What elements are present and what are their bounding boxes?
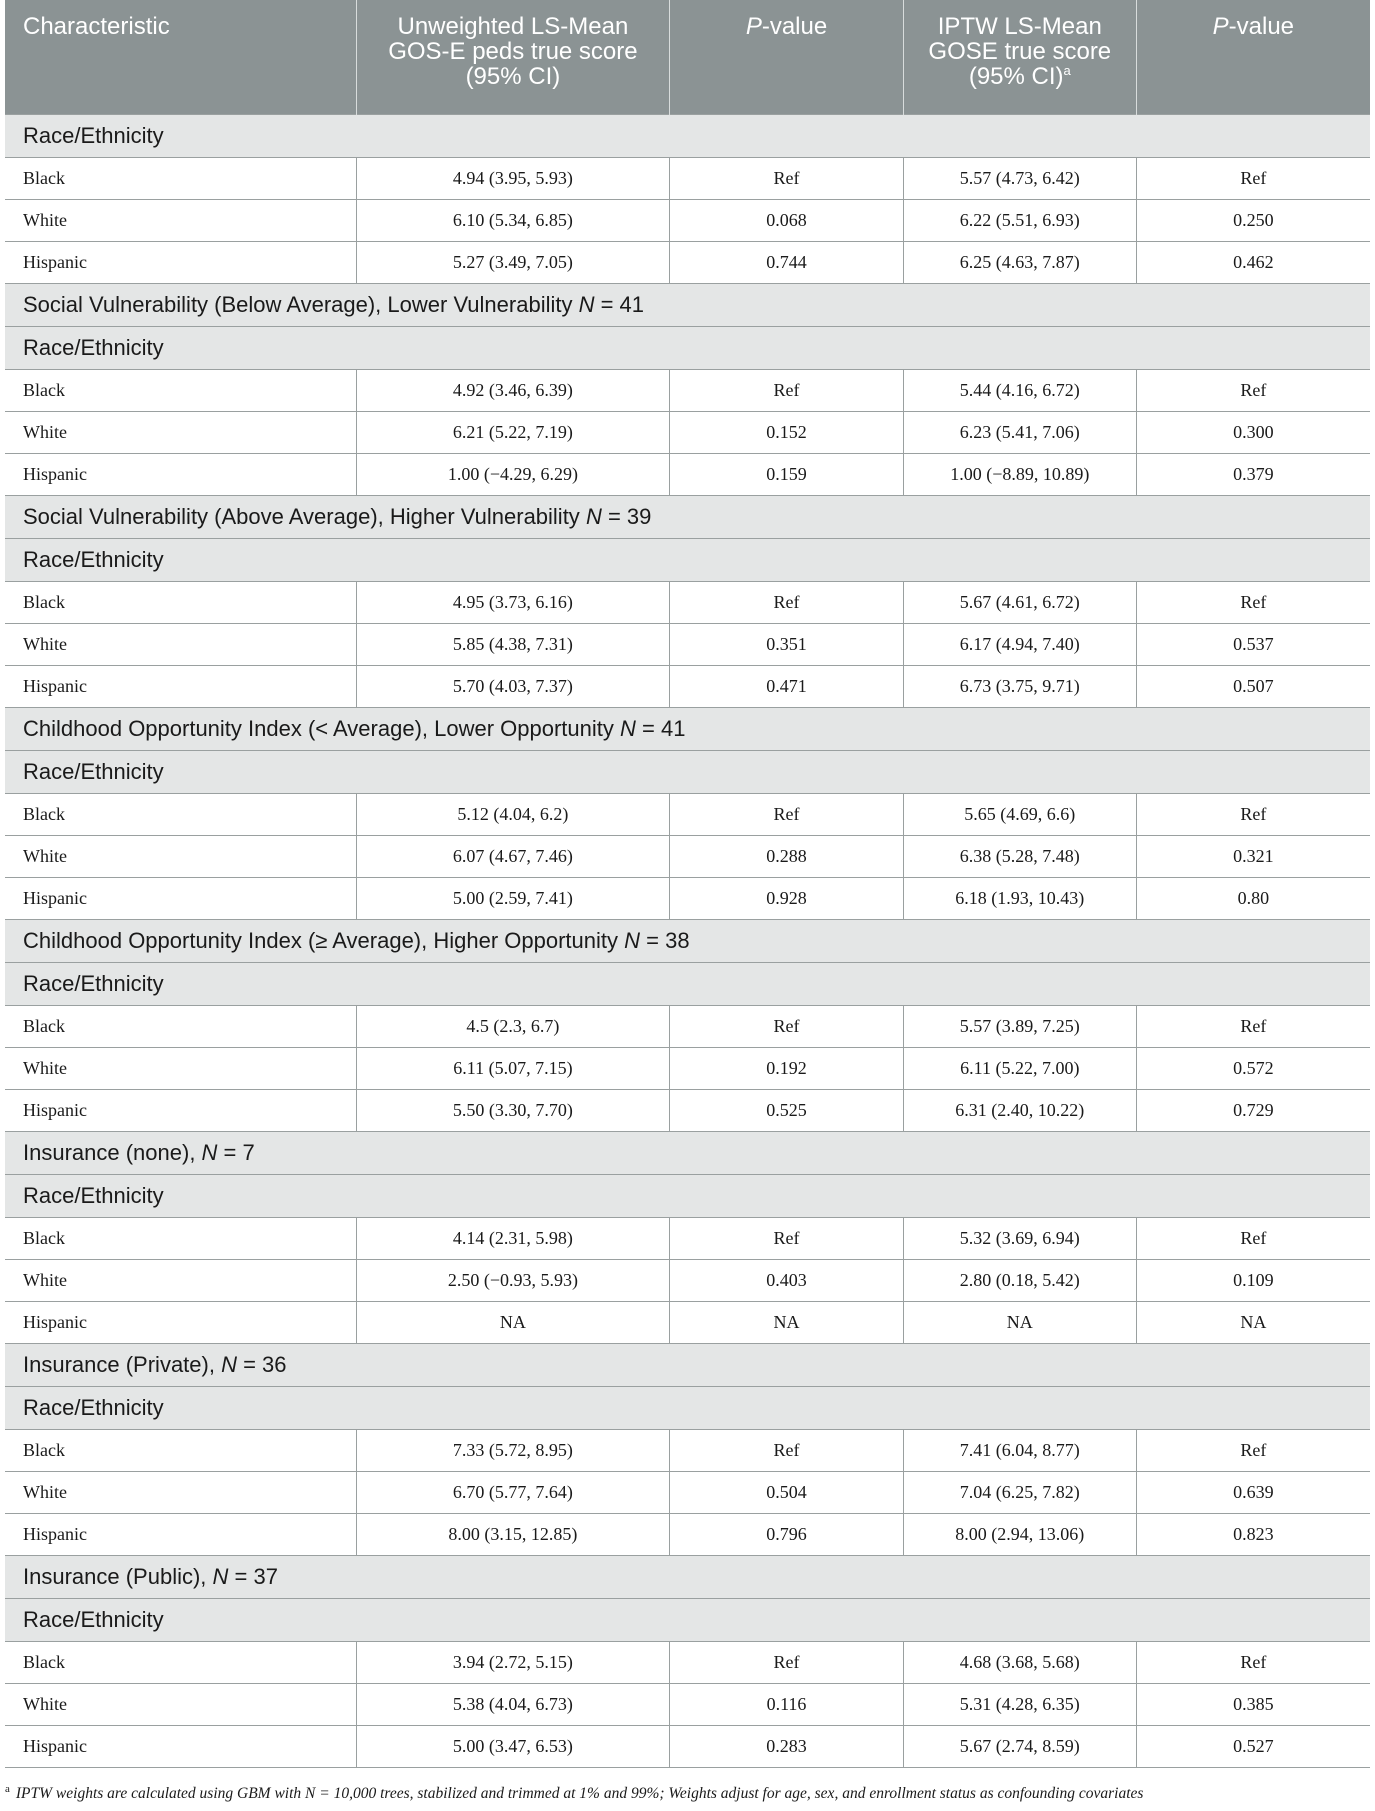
section-row	[5, 1599, 1370, 1642]
cell-p-value-unweighted: 0.152	[670, 412, 904, 454]
cell-unweighted-mean: 4.92 (3.46, 6.39)	[356, 370, 669, 412]
header-unweighted-line1: Unweighted LS-Mean	[397, 13, 629, 40]
cell-unweighted-mean: 2.50 (−0.93, 5.93)	[356, 1260, 669, 1302]
table-row	[5, 624, 1370, 666]
cell-unweighted-mean: 5.00 (2.59, 7.41)	[356, 878, 669, 920]
section-label-text: Insurance (Public),	[23, 1564, 213, 1589]
section-label-text: Race/Ethnicity	[23, 971, 164, 996]
cell-unweighted-mean: 6.07 (4.67, 7.46)	[356, 836, 669, 878]
cell-group: White	[5, 412, 356, 454]
cell-p-value-iptw: Ref	[1136, 158, 1370, 200]
cell-unweighted-mean: 6.21 (5.22, 7.19)	[356, 412, 669, 454]
header-iptw-line3: (95% CI)	[968, 63, 1064, 90]
cell-unweighted-mean: 7.33 (5.72, 8.95)	[356, 1430, 669, 1472]
section-label-text: Insurance (none),	[23, 1140, 202, 1165]
cell-p-value-iptw: Ref	[1136, 1430, 1370, 1472]
table-row	[5, 1726, 1370, 1768]
cell-p-value-unweighted: Ref	[670, 1006, 904, 1048]
table-row	[5, 582, 1370, 624]
cell-group: White	[5, 836, 356, 878]
section-row	[5, 1175, 1370, 1218]
cell-iptw-mean: 2.80 (0.18, 5.42)	[903, 1260, 1136, 1302]
cell-group: White	[5, 1472, 356, 1514]
cell-iptw-mean: 6.11 (5.22, 7.00)	[903, 1048, 1136, 1090]
section-n-symbol: N	[620, 716, 636, 741]
cell-unweighted-mean: 5.50 (3.30, 7.70)	[356, 1090, 669, 1132]
cell-iptw-mean: 6.18 (1.93, 10.43)	[903, 878, 1136, 920]
section-n-value: = 38	[640, 928, 690, 953]
cell-iptw-mean: 5.32 (3.69, 6.94)	[903, 1218, 1136, 1260]
cell-iptw-mean: 6.25 (4.63, 7.87)	[903, 242, 1136, 284]
cell-iptw-mean: 5.57 (3.89, 7.25)	[903, 1006, 1136, 1048]
cell-iptw-mean: 6.38 (5.28, 7.48)	[903, 836, 1136, 878]
header-p-rest: -value	[761, 13, 828, 40]
cell-iptw-mean: 6.73 (3.75, 9.71)	[903, 666, 1136, 708]
table-row	[5, 1218, 1370, 1260]
cell-p-value-iptw: Ref	[1136, 1006, 1370, 1048]
cell-iptw-mean: 6.22 (5.51, 6.93)	[903, 200, 1136, 242]
table-row	[5, 878, 1370, 920]
cell-group: Black	[5, 1006, 356, 1048]
cell-p-value-iptw: 0.321	[1136, 836, 1370, 878]
cell-p-value-iptw: 0.385	[1136, 1684, 1370, 1726]
section-row	[5, 327, 1370, 370]
cell-iptw-mean: 6.31 (2.40, 10.22)	[903, 1090, 1136, 1132]
cell-p-value-iptw: 0.80	[1136, 878, 1370, 920]
cell-p-value-unweighted: 0.351	[670, 624, 904, 666]
cell-p-value-unweighted: 0.403	[670, 1260, 904, 1302]
cell-p-value-unweighted: Ref	[670, 794, 904, 836]
cell-iptw-mean: 5.57 (4.73, 6.42)	[903, 158, 1136, 200]
cell-p-value-iptw: 0.729	[1136, 1090, 1370, 1132]
section-row	[5, 1132, 1370, 1175]
cell-p-value-unweighted: Ref	[670, 1642, 904, 1684]
cell-iptw-mean: NA	[903, 1302, 1136, 1344]
section-n-symbol: N	[624, 928, 641, 953]
section-n-symbol: N	[221, 1352, 237, 1377]
header-p-value-2	[1136, 0, 1370, 115]
table-row	[5, 242, 1370, 284]
cell-unweighted-mean: 5.27 (3.49, 7.05)	[356, 242, 669, 284]
cell-p-value-unweighted: 0.525	[670, 1090, 904, 1132]
cell-p-value-iptw: 0.379	[1136, 454, 1370, 496]
header-iptw-footnote-marker: a	[1063, 63, 1071, 78]
cell-iptw-mean: 5.67 (2.74, 8.59)	[903, 1726, 1136, 1768]
cell-p-value-iptw: 0.250	[1136, 200, 1370, 242]
cell-p-value-iptw: 0.109	[1136, 1260, 1370, 1302]
header-characteristic: Characteristic	[5, 0, 356, 115]
section-row	[5, 963, 1370, 1006]
cell-p-value-unweighted: 0.159	[670, 454, 904, 496]
table-header	[5, 0, 1370, 115]
cell-group: White	[5, 1260, 356, 1302]
cell-iptw-mean: 4.68 (3.68, 5.68)	[903, 1642, 1136, 1684]
cell-p-value-unweighted: Ref	[670, 370, 904, 412]
section-row	[5, 115, 1370, 158]
header-unweighted	[356, 0, 669, 115]
cell-group: White	[5, 1684, 356, 1726]
table-row	[5, 1090, 1370, 1132]
cell-p-value-iptw: 0.572	[1136, 1048, 1370, 1090]
section-label	[5, 115, 1370, 158]
section-n-value: = 41	[594, 292, 645, 317]
section-n-value: = 41	[635, 716, 686, 741]
cell-p-value-iptw: 0.527	[1136, 1726, 1370, 1768]
cell-p-value-unweighted: 0.471	[670, 666, 904, 708]
cell-unweighted-mean: 5.85 (4.38, 7.31)	[356, 624, 669, 666]
cell-p-value-unweighted: NA	[670, 1302, 904, 1344]
section-label-text: Childhood Opportunity Index (≥ Average), Higher Opportunity	[23, 928, 625, 953]
cell-iptw-mean: 1.00 (−8.89, 10.89)	[903, 454, 1136, 496]
table-row	[5, 1684, 1370, 1726]
cell-p-value-unweighted: 0.116	[670, 1684, 904, 1726]
section-row	[5, 708, 1370, 751]
cell-group: White	[5, 624, 356, 666]
section-label	[5, 1387, 1370, 1430]
section-label	[5, 284, 1370, 327]
section-label-text: Race/Ethnicity	[23, 1607, 164, 1632]
table-row	[5, 158, 1370, 200]
cell-p-value-unweighted: 0.283	[670, 1726, 904, 1768]
cell-iptw-mean: 5.67 (4.61, 6.72)	[903, 582, 1136, 624]
section-n-value: = 37	[228, 1564, 278, 1589]
cell-p-value-iptw: 0.462	[1136, 242, 1370, 284]
header-unweighted-line3: (95% CI)	[465, 63, 561, 90]
header-iptw	[903, 0, 1136, 115]
cell-unweighted-mean: 6.11 (5.07, 7.15)	[356, 1048, 669, 1090]
section-row	[5, 284, 1370, 327]
cell-p-value-unweighted: 0.744	[670, 242, 904, 284]
header-p-value-1	[670, 0, 904, 115]
cell-p-value-unweighted: 0.796	[670, 1514, 904, 1556]
header-unweighted-line2: GOS-E peds true score	[388, 38, 638, 65]
footnote-text: IPTW weights are calculated using GBM with N = 10,000 trees, stabilized and trimmed at 1% and 99%; Weights adjust for age, sex, and enrollment status as confounding covariates	[15, 1785, 1144, 1803]
section-row	[5, 1387, 1370, 1430]
cell-p-value-iptw: Ref	[1136, 1218, 1370, 1260]
cell-p-value-unweighted: 0.192	[670, 1048, 904, 1090]
cell-group: Hispanic	[5, 1726, 356, 1768]
table-row	[5, 370, 1370, 412]
cell-unweighted-mean: 4.95 (3.73, 6.16)	[356, 582, 669, 624]
header-p-letter: P	[1212, 13, 1229, 40]
section-n-symbol: N	[212, 1564, 229, 1589]
section-n-symbol: N	[585, 504, 602, 529]
section-row	[5, 539, 1370, 582]
section-label	[5, 963, 1370, 1006]
section-label	[5, 920, 1370, 963]
section-n-value: = 36	[236, 1352, 287, 1377]
cell-iptw-mean: 5.44 (4.16, 6.72)	[903, 370, 1136, 412]
cell-group: Hispanic	[5, 666, 356, 708]
cell-p-value-unweighted: 0.928	[670, 878, 904, 920]
cell-unweighted-mean: NA	[356, 1302, 669, 1344]
section-row	[5, 1556, 1370, 1599]
cell-unweighted-mean: 4.14 (2.31, 5.98)	[356, 1218, 669, 1260]
table-row	[5, 1430, 1370, 1472]
cell-group: Black	[5, 582, 356, 624]
cell-unweighted-mean: 4.94 (3.95, 5.93)	[356, 158, 669, 200]
cell-p-value-iptw: 0.639	[1136, 1472, 1370, 1514]
section-label-text: Insurance (Private),	[23, 1352, 222, 1377]
section-label	[5, 496, 1370, 539]
table-row	[5, 1260, 1370, 1302]
section-label	[5, 1132, 1370, 1175]
cell-iptw-mean: 5.31 (4.28, 6.35)	[903, 1684, 1136, 1726]
cell-group: Hispanic	[5, 1090, 356, 1132]
cell-p-value-unweighted: Ref	[670, 1430, 904, 1472]
cell-group: Hispanic	[5, 878, 356, 920]
section-row	[5, 920, 1370, 963]
section-row	[5, 1344, 1370, 1387]
table-footnote	[5, 1783, 1370, 1803]
cell-group: Hispanic	[5, 1514, 356, 1556]
cell-p-value-unweighted: Ref	[670, 582, 904, 624]
section-label	[5, 1175, 1370, 1218]
section-n-value: = 39	[601, 504, 652, 529]
section-label	[5, 539, 1370, 582]
cell-unweighted-mean: 1.00 (−4.29, 6.29)	[356, 454, 669, 496]
section-n-symbol: N	[201, 1140, 218, 1165]
table-row	[5, 412, 1370, 454]
cell-iptw-mean: 7.41 (6.04, 8.77)	[903, 1430, 1136, 1472]
section-row	[5, 496, 1370, 539]
cell-p-value-iptw: 0.823	[1136, 1514, 1370, 1556]
table-row	[5, 1642, 1370, 1684]
cell-unweighted-mean: 5.38 (4.04, 6.73)	[356, 1684, 669, 1726]
cell-group: Black	[5, 158, 356, 200]
cell-group: Black	[5, 1430, 356, 1472]
section-label-text: Race/Ethnicity	[23, 547, 164, 572]
cell-group: Hispanic	[5, 1302, 356, 1344]
table-row	[5, 836, 1370, 878]
cell-group: Hispanic	[5, 242, 356, 284]
section-label	[5, 327, 1370, 370]
cell-unweighted-mean: 5.12 (4.04, 6.2)	[356, 794, 669, 836]
section-label-text: Childhood Opportunity Index (< Average), Lower Opportunity	[23, 716, 620, 741]
cell-group: White	[5, 1048, 356, 1090]
cell-group: Hispanic	[5, 454, 356, 496]
cell-p-value-unweighted: 0.288	[670, 836, 904, 878]
table-row	[5, 1048, 1370, 1090]
cell-unweighted-mean: 6.10 (5.34, 6.85)	[356, 200, 669, 242]
table-row	[5, 794, 1370, 836]
header-p-rest: -value	[1228, 13, 1295, 40]
section-label-text: Social Vulnerability (Above Average), Higher Vulnerability	[23, 504, 586, 529]
header-iptw-line2: GOSE true score	[928, 38, 1112, 65]
table-row	[5, 1302, 1370, 1344]
cell-p-value-iptw: Ref	[1136, 1642, 1370, 1684]
cell-iptw-mean: 8.00 (2.94, 13.06)	[903, 1514, 1136, 1556]
cell-unweighted-mean: 5.00 (3.47, 6.53)	[356, 1726, 669, 1768]
section-label-text: Social Vulnerability (Below Average), Lower Vulnerability	[23, 292, 579, 317]
cell-iptw-mean: 5.65 (4.69, 6.6)	[903, 794, 1136, 836]
cell-unweighted-mean: 8.00 (3.15, 12.85)	[356, 1514, 669, 1556]
table-row	[5, 454, 1370, 496]
cell-p-value-iptw: 0.537	[1136, 624, 1370, 666]
section-label	[5, 1556, 1370, 1599]
section-label	[5, 1599, 1370, 1642]
cell-p-value-unweighted: 0.068	[670, 200, 904, 242]
section-label-text: Race/Ethnicity	[23, 1395, 164, 1420]
cell-p-value-unweighted: Ref	[670, 158, 904, 200]
section-label-text: Race/Ethnicity	[23, 335, 164, 360]
table-row	[5, 666, 1370, 708]
cell-iptw-mean: 7.04 (6.25, 7.82)	[903, 1472, 1136, 1514]
table-row	[5, 1514, 1370, 1556]
cell-group: Black	[5, 1218, 356, 1260]
cell-p-value-iptw: 0.300	[1136, 412, 1370, 454]
cell-unweighted-mean: 3.94 (2.72, 5.15)	[356, 1642, 669, 1684]
cell-p-value-unweighted: 0.504	[670, 1472, 904, 1514]
cell-p-value-iptw: Ref	[1136, 794, 1370, 836]
cell-group: Black	[5, 1642, 356, 1684]
table-body	[5, 115, 1370, 1768]
cell-unweighted-mean: 6.70 (5.77, 7.64)	[356, 1472, 669, 1514]
table-row	[5, 200, 1370, 242]
section-label	[5, 1344, 1370, 1387]
cell-p-value-iptw: 0.507	[1136, 666, 1370, 708]
table-row	[5, 1472, 1370, 1514]
section-label	[5, 751, 1370, 794]
header-iptw-line1: IPTW LS-Mean	[937, 13, 1102, 40]
section-n-value: = 7	[217, 1140, 255, 1165]
cell-p-value-iptw: Ref	[1136, 582, 1370, 624]
section-row	[5, 751, 1370, 794]
cell-unweighted-mean: 4.5 (2.3, 6.7)	[356, 1006, 669, 1048]
table-row	[5, 1006, 1370, 1048]
results-table	[5, 0, 1370, 1768]
cell-group: White	[5, 200, 356, 242]
cell-iptw-mean: 6.23 (5.41, 7.06)	[903, 412, 1136, 454]
cell-p-value-iptw: Ref	[1136, 370, 1370, 412]
section-n-symbol: N	[578, 292, 595, 317]
section-label-text: Race/Ethnicity	[23, 123, 164, 148]
cell-p-value-iptw: NA	[1136, 1302, 1370, 1344]
cell-p-value-unweighted: Ref	[670, 1218, 904, 1260]
section-label-text: Race/Ethnicity	[23, 759, 164, 784]
section-label-text: Race/Ethnicity	[23, 1183, 164, 1208]
footnote-marker: a	[5, 1783, 10, 1795]
cell-unweighted-mean: 5.70 (4.03, 7.37)	[356, 666, 669, 708]
cell-group: Black	[5, 794, 356, 836]
cell-iptw-mean: 6.17 (4.94, 7.40)	[903, 624, 1136, 666]
section-label	[5, 708, 1370, 751]
header-p-letter: P	[745, 13, 762, 40]
cell-group: Black	[5, 370, 356, 412]
